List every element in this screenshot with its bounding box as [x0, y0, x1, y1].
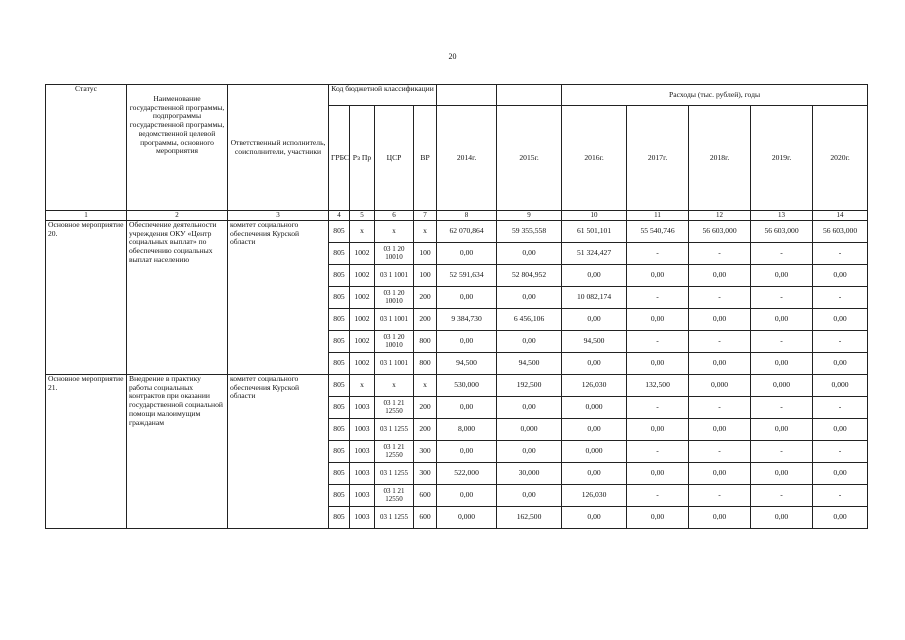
- csr-cell: х: [375, 375, 414, 397]
- expense-cell-2014: 0,00: [437, 485, 497, 507]
- expense-cell-2020: 0,00: [813, 463, 868, 485]
- header-year-2016: 2016г.: [562, 106, 627, 211]
- expense-cell-2015: 52 804,952: [497, 265, 562, 287]
- header-year-2020: 2020г.: [813, 106, 868, 211]
- column-number-8: 8: [437, 211, 497, 221]
- rzpr-cell: 1003: [350, 507, 375, 529]
- expense-cell-2020: -: [813, 441, 868, 463]
- grbs-cell: 805: [329, 375, 350, 397]
- expense-cell-2019: 0,00: [751, 463, 813, 485]
- expense-cell-2017: -: [627, 287, 689, 309]
- vr-cell: 300: [414, 463, 437, 485]
- expense-cell-2014: 0,00: [437, 243, 497, 265]
- budget-expenses-table: [45, 84, 868, 529]
- vr-cell: 600: [414, 485, 437, 507]
- expense-cell-2015: 0,00: [497, 287, 562, 309]
- expense-cell-2015: 0,00: [497, 243, 562, 265]
- expense-cell-2020: 56 603,000: [813, 221, 868, 243]
- status-cell: Основное мероприятие 20.: [46, 221, 127, 375]
- header-year-2015: 2015г.: [497, 106, 562, 211]
- expense-cell-2015: 0,00: [497, 331, 562, 353]
- expense-cell-2014: 0,00: [437, 397, 497, 419]
- rzpr-cell: 1002: [350, 331, 375, 353]
- grbs-cell: 805: [329, 419, 350, 441]
- rzpr-cell: 1003: [350, 441, 375, 463]
- vr-cell: 200: [414, 287, 437, 309]
- vr-cell: 100: [414, 243, 437, 265]
- expense-cell-2019: 0,00: [751, 265, 813, 287]
- expense-cell-2020: -: [813, 397, 868, 419]
- rzpr-cell: 1002: [350, 265, 375, 287]
- header-expenses: Расходы (тыс. рублей), годы: [562, 85, 868, 106]
- header-year-2017: 2017г.: [627, 106, 689, 211]
- expense-cell-2017: -: [627, 331, 689, 353]
- grbs-cell: 805: [329, 309, 350, 331]
- csr-cell: 03 1 20 10010: [375, 331, 414, 353]
- column-number-row: [46, 211, 868, 221]
- expense-cell-2020: -: [813, 331, 868, 353]
- expense-cell-2015: 192,500: [497, 375, 562, 397]
- header-csr: ЦСР: [375, 106, 414, 211]
- expense-cell-2017: 0,00: [627, 309, 689, 331]
- header-vr: ВР: [414, 106, 437, 211]
- status-cell: Основное мероприятие 21.: [46, 375, 127, 529]
- expense-cell-2017: 55 540,746: [627, 221, 689, 243]
- header-row-top: [46, 85, 868, 106]
- expense-cell-2020: 0,000: [813, 375, 868, 397]
- csr-cell: х: [375, 221, 414, 243]
- expense-cell-2019: 56 603,000: [751, 221, 813, 243]
- header-year-2019: 2019г.: [751, 106, 813, 211]
- column-number-4: 4: [329, 211, 350, 221]
- column-number-13: 13: [751, 211, 813, 221]
- expense-cell-2016: 0,000: [562, 441, 627, 463]
- expense-cell-2014: 0,00: [437, 441, 497, 463]
- expense-cell-2014: 0,00: [437, 287, 497, 309]
- expense-cell-2016: 0,000: [562, 397, 627, 419]
- expense-cell-2019: -: [751, 441, 813, 463]
- expense-cell-2015: 0,00: [497, 441, 562, 463]
- expense-cell-2018: 0,00: [689, 507, 751, 529]
- expense-cell-2019: 0,000: [751, 375, 813, 397]
- expense-cell-2016: 94,500: [562, 331, 627, 353]
- table-row: [46, 375, 868, 397]
- csr-cell: 03 1 1255: [375, 463, 414, 485]
- column-number-5: 5: [350, 211, 375, 221]
- expense-cell-2014: 94,500: [437, 353, 497, 375]
- rzpr-cell: 1003: [350, 419, 375, 441]
- header-executor: Ответственный исполнитель, соисполнители, участники: [228, 85, 329, 211]
- vr-cell: 600: [414, 507, 437, 529]
- expense-cell-2017: 0,00: [627, 353, 689, 375]
- expense-cell-2015: 162,500: [497, 507, 562, 529]
- expense-cell-2016: 0,00: [562, 419, 627, 441]
- expense-cell-2020: -: [813, 287, 868, 309]
- vr-cell: 100: [414, 265, 437, 287]
- grbs-cell: 805: [329, 265, 350, 287]
- expense-cell-2015: 0,00: [497, 397, 562, 419]
- vr-cell: 800: [414, 331, 437, 353]
- rzpr-cell: 1003: [350, 485, 375, 507]
- expense-cell-2017: 0,00: [627, 507, 689, 529]
- expense-cell-2017: 132,500: [627, 375, 689, 397]
- expense-cell-2016: 0,00: [562, 265, 627, 287]
- grbs-cell: 805: [329, 485, 350, 507]
- expense-cell-2016: 0,00: [562, 309, 627, 331]
- expense-cell-2018: -: [689, 441, 751, 463]
- expense-cell-2015: 0,000: [497, 419, 562, 441]
- vr-cell: х: [414, 221, 437, 243]
- column-number-3: 3: [228, 211, 329, 221]
- expense-cell-2018: 0,00: [689, 309, 751, 331]
- header-blank-2014: [437, 85, 497, 106]
- csr-cell: 03 1 21 12550: [375, 441, 414, 463]
- expense-cell-2019: 0,00: [751, 353, 813, 375]
- vr-cell: х: [414, 375, 437, 397]
- expense-cell-2019: 0,00: [751, 309, 813, 331]
- expense-cell-2020: 0,00: [813, 353, 868, 375]
- vr-cell: 200: [414, 309, 437, 331]
- expense-cell-2020: 0,00: [813, 507, 868, 529]
- rzpr-cell: 1002: [350, 353, 375, 375]
- expense-cell-2018: 0,00: [689, 265, 751, 287]
- csr-cell: 03 1 1001: [375, 353, 414, 375]
- grbs-cell: 805: [329, 353, 350, 375]
- header-grbs: ГРБС: [329, 106, 350, 211]
- expense-cell-2015: 30,000: [497, 463, 562, 485]
- expense-cell-2015: 0,00: [497, 485, 562, 507]
- program-name-cell: Внедрение в практику работы социальных контрактов при оказании государственной социальной помощи малоимущим гражданам: [127, 375, 228, 529]
- column-number-2: 2: [127, 211, 228, 221]
- grbs-cell: 805: [329, 507, 350, 529]
- rzpr-cell: 1003: [350, 397, 375, 419]
- expense-cell-2020: 0,00: [813, 309, 868, 331]
- rzpr-cell: х: [350, 375, 375, 397]
- grbs-cell: 805: [329, 287, 350, 309]
- csr-cell: 03 1 1001: [375, 265, 414, 287]
- vr-cell: 300: [414, 441, 437, 463]
- expense-cell-2016: 126,030: [562, 375, 627, 397]
- grbs-cell: 805: [329, 221, 350, 243]
- expense-cell-2018: -: [689, 287, 751, 309]
- expense-cell-2018: -: [689, 243, 751, 265]
- grbs-cell: 805: [329, 397, 350, 419]
- expense-cell-2016: 126,030: [562, 485, 627, 507]
- expense-cell-2018: -: [689, 485, 751, 507]
- header-blank-2015: [497, 85, 562, 106]
- expense-cell-2016: 51 324,427: [562, 243, 627, 265]
- expense-cell-2018: 0,000: [689, 375, 751, 397]
- expense-cell-2020: 0,00: [813, 419, 868, 441]
- expense-cell-2020: 0,00: [813, 265, 868, 287]
- column-number-10: 10: [562, 211, 627, 221]
- expense-cell-2018: 0,00: [689, 463, 751, 485]
- expense-cell-2018: -: [689, 331, 751, 353]
- expense-cell-2014: 52 591,634: [437, 265, 497, 287]
- header-year-2014: 2014г.: [437, 106, 497, 211]
- expense-cell-2016: 0,00: [562, 507, 627, 529]
- expense-cell-2016: 0,00: [562, 463, 627, 485]
- expense-cell-2018: -: [689, 397, 751, 419]
- rzpr-cell: х: [350, 221, 375, 243]
- rzpr-cell: 1003: [350, 463, 375, 485]
- page-number: 20: [448, 52, 457, 61]
- csr-cell: 03 1 21 12550: [375, 397, 414, 419]
- table-row: [46, 221, 868, 243]
- expense-cell-2014: 530,000: [437, 375, 497, 397]
- csr-cell: 03 1 1255: [375, 419, 414, 441]
- rzpr-cell: 1002: [350, 287, 375, 309]
- expense-cell-2015: 6 456,106: [497, 309, 562, 331]
- grbs-cell: 805: [329, 441, 350, 463]
- rzpr-cell: 1002: [350, 243, 375, 265]
- expense-cell-2017: 0,00: [627, 265, 689, 287]
- vr-cell: 800: [414, 353, 437, 375]
- expense-cell-2014: 522,000: [437, 463, 497, 485]
- vr-cell: 200: [414, 419, 437, 441]
- expense-cell-2017: 0,00: [627, 419, 689, 441]
- expense-cell-2014: 62 070,864: [437, 221, 497, 243]
- grbs-cell: 805: [329, 331, 350, 353]
- column-number-12: 12: [689, 211, 751, 221]
- grbs-cell: 805: [329, 243, 350, 265]
- expense-cell-2016: 0,00: [562, 353, 627, 375]
- header-budget-code: Код бюджетной классификации: [329, 85, 437, 106]
- program-name-cell: Обеспечение деятельности учреждения ОКУ «Центр социальных выплат» по обеспечению социальных выплат населению: [127, 221, 228, 375]
- expense-cell-2018: 0,00: [689, 419, 751, 441]
- rzpr-cell: 1002: [350, 309, 375, 331]
- expense-cell-2014: 0,00: [437, 331, 497, 353]
- csr-cell: 03 1 1001: [375, 309, 414, 331]
- column-number-7: 7: [414, 211, 437, 221]
- column-number-9: 9: [497, 211, 562, 221]
- expense-cell-2015: 94,500: [497, 353, 562, 375]
- expense-cell-2019: -: [751, 485, 813, 507]
- column-number-11: 11: [627, 211, 689, 221]
- expense-cell-2020: -: [813, 243, 868, 265]
- expense-cell-2019: -: [751, 287, 813, 309]
- expense-cell-2016: 61 501,101: [562, 221, 627, 243]
- csr-cell: 03 1 21 12550: [375, 485, 414, 507]
- expense-cell-2017: -: [627, 397, 689, 419]
- vr-cell: 200: [414, 397, 437, 419]
- csr-cell: 03 1 1255: [375, 507, 414, 529]
- header-name: Наименование государственной программы, подпрограммы государственной программы, ведомственной целевой программы, основного мероприятия: [127, 85, 228, 211]
- header-year-2018: 2018г.: [689, 106, 751, 211]
- expense-cell-2020: -: [813, 485, 868, 507]
- executor-cell: комитет социального обеспечения Курской области: [228, 375, 329, 529]
- executor-cell: комитет социального обеспечения Курской области: [228, 221, 329, 375]
- header-status: Статус: [46, 85, 127, 211]
- column-number-1: 1: [46, 211, 127, 221]
- expense-cell-2017: -: [627, 441, 689, 463]
- expense-cell-2019: 0,00: [751, 507, 813, 529]
- grbs-cell: 805: [329, 463, 350, 485]
- expense-cell-2019: -: [751, 243, 813, 265]
- csr-cell: 03 1 20 10010: [375, 243, 414, 265]
- expense-cell-2017: 0,00: [627, 463, 689, 485]
- expense-cell-2014: 9 384,730: [437, 309, 497, 331]
- expense-cell-2014: 8,000: [437, 419, 497, 441]
- column-number-14: 14: [813, 211, 868, 221]
- expense-cell-2015: 59 355,558: [497, 221, 562, 243]
- expense-cell-2016: 10 082,174: [562, 287, 627, 309]
- csr-cell: 03 1 20 10010: [375, 287, 414, 309]
- expense-cell-2019: -: [751, 397, 813, 419]
- expense-cell-2018: 56 603,000: [689, 221, 751, 243]
- column-number-6: 6: [375, 211, 414, 221]
- expense-cell-2019: -: [751, 331, 813, 353]
- header-rzpr: Рз Пр: [350, 106, 375, 211]
- expense-cell-2018: 0,00: [689, 353, 751, 375]
- expense-cell-2017: -: [627, 485, 689, 507]
- expense-cell-2014: 0,000: [437, 507, 497, 529]
- expense-cell-2017: -: [627, 243, 689, 265]
- expense-cell-2019: 0,00: [751, 419, 813, 441]
